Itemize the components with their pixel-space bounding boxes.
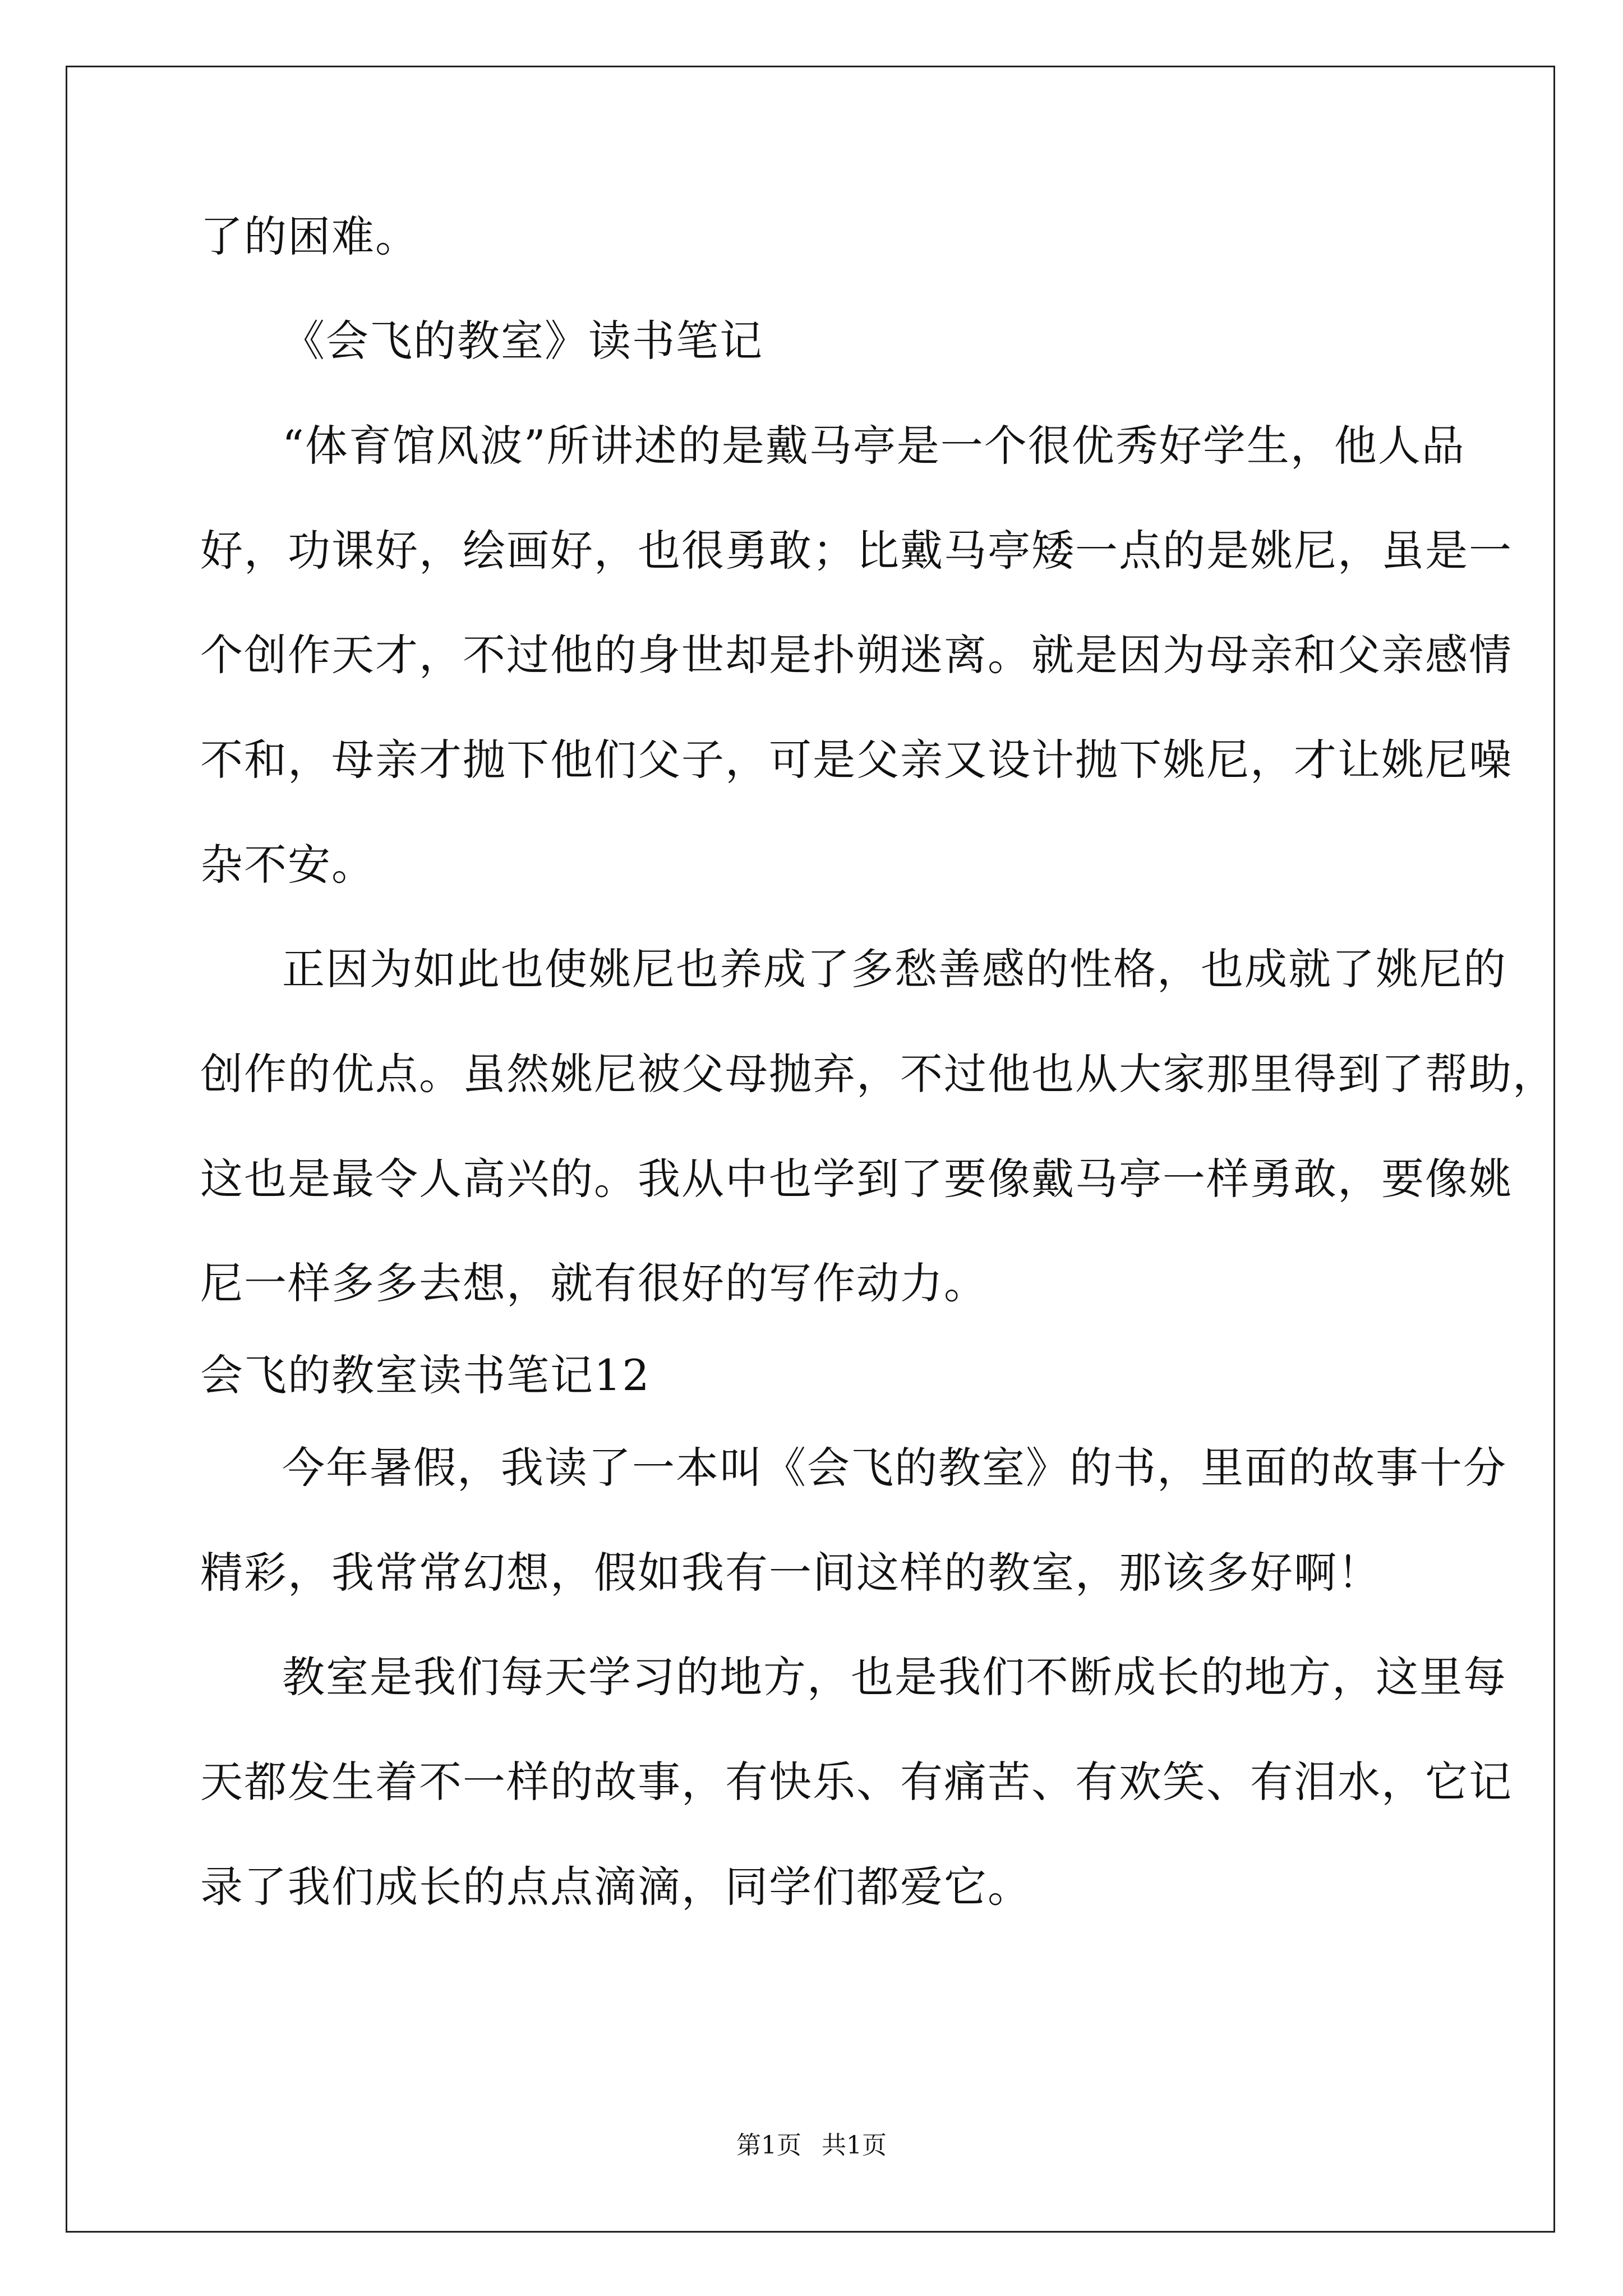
text-line: 教室是我们每天学习的地方，也是我们不断成长的地方，这里每 [282,1652,1507,1702]
text-line: 天都发生着不一样的故事，有快乐、有痛苦、有欢笑、有泪水，它记 [200,1757,1513,1807]
section-heading: 《会飞的教室》读书笔记 [282,316,763,366]
page-total: 共1页 [822,2131,887,2160]
page-number: 第1页 [736,2131,801,2160]
text-line: 正因为如此也使姚尼也养成了多愁善感的性格，也成就了姚尼的 [282,944,1507,994]
page-footer [0,2129,1623,2162]
text-line: 录了我们成长的点点滴滴，同学们都爱它。 [200,1862,1031,1912]
section-heading: 会飞的教室读书笔记12 [200,1350,651,1400]
text-line: 今年暑假，我读了一本叫《会飞的教室》的书，里面的故事十分 [282,1443,1507,1493]
text-line: 精彩，我常常幻想，假如我有一间这样的教室，那该多好啊！ [200,1548,1381,1598]
text-line: 杂不安。 [200,840,375,890]
text-line: “体育馆风波”所讲述的是戴马亭是一个很优秀好学生，他人品 [282,421,1465,471]
text-line: 创作的优点。虽然姚尼被父母抛弃，不过他也从大家那里得到了帮助， [200,1049,1556,1099]
text-line: 尼一样多多去想，就有很好的写作动力。 [200,1258,988,1308]
text-line: 个创作天才，不过他的身世却是扑朔迷离。就是因为母亲和父亲感情 [200,630,1513,680]
text-line: 这也是最令人高兴的。我从中也学到了要像戴马亭一样勇敢，要像姚 [200,1154,1513,1204]
text-line: 好，功课好，绘画好，也很勇敢；比戴马亭矮一点的是姚尼，虽是一 [200,526,1513,576]
text-line: 不和，母亲才抛下他们父子，可是父亲又设计抛下姚尼，才让姚尼噪 [200,735,1513,785]
text-line: 了的困难。 [200,211,419,261]
